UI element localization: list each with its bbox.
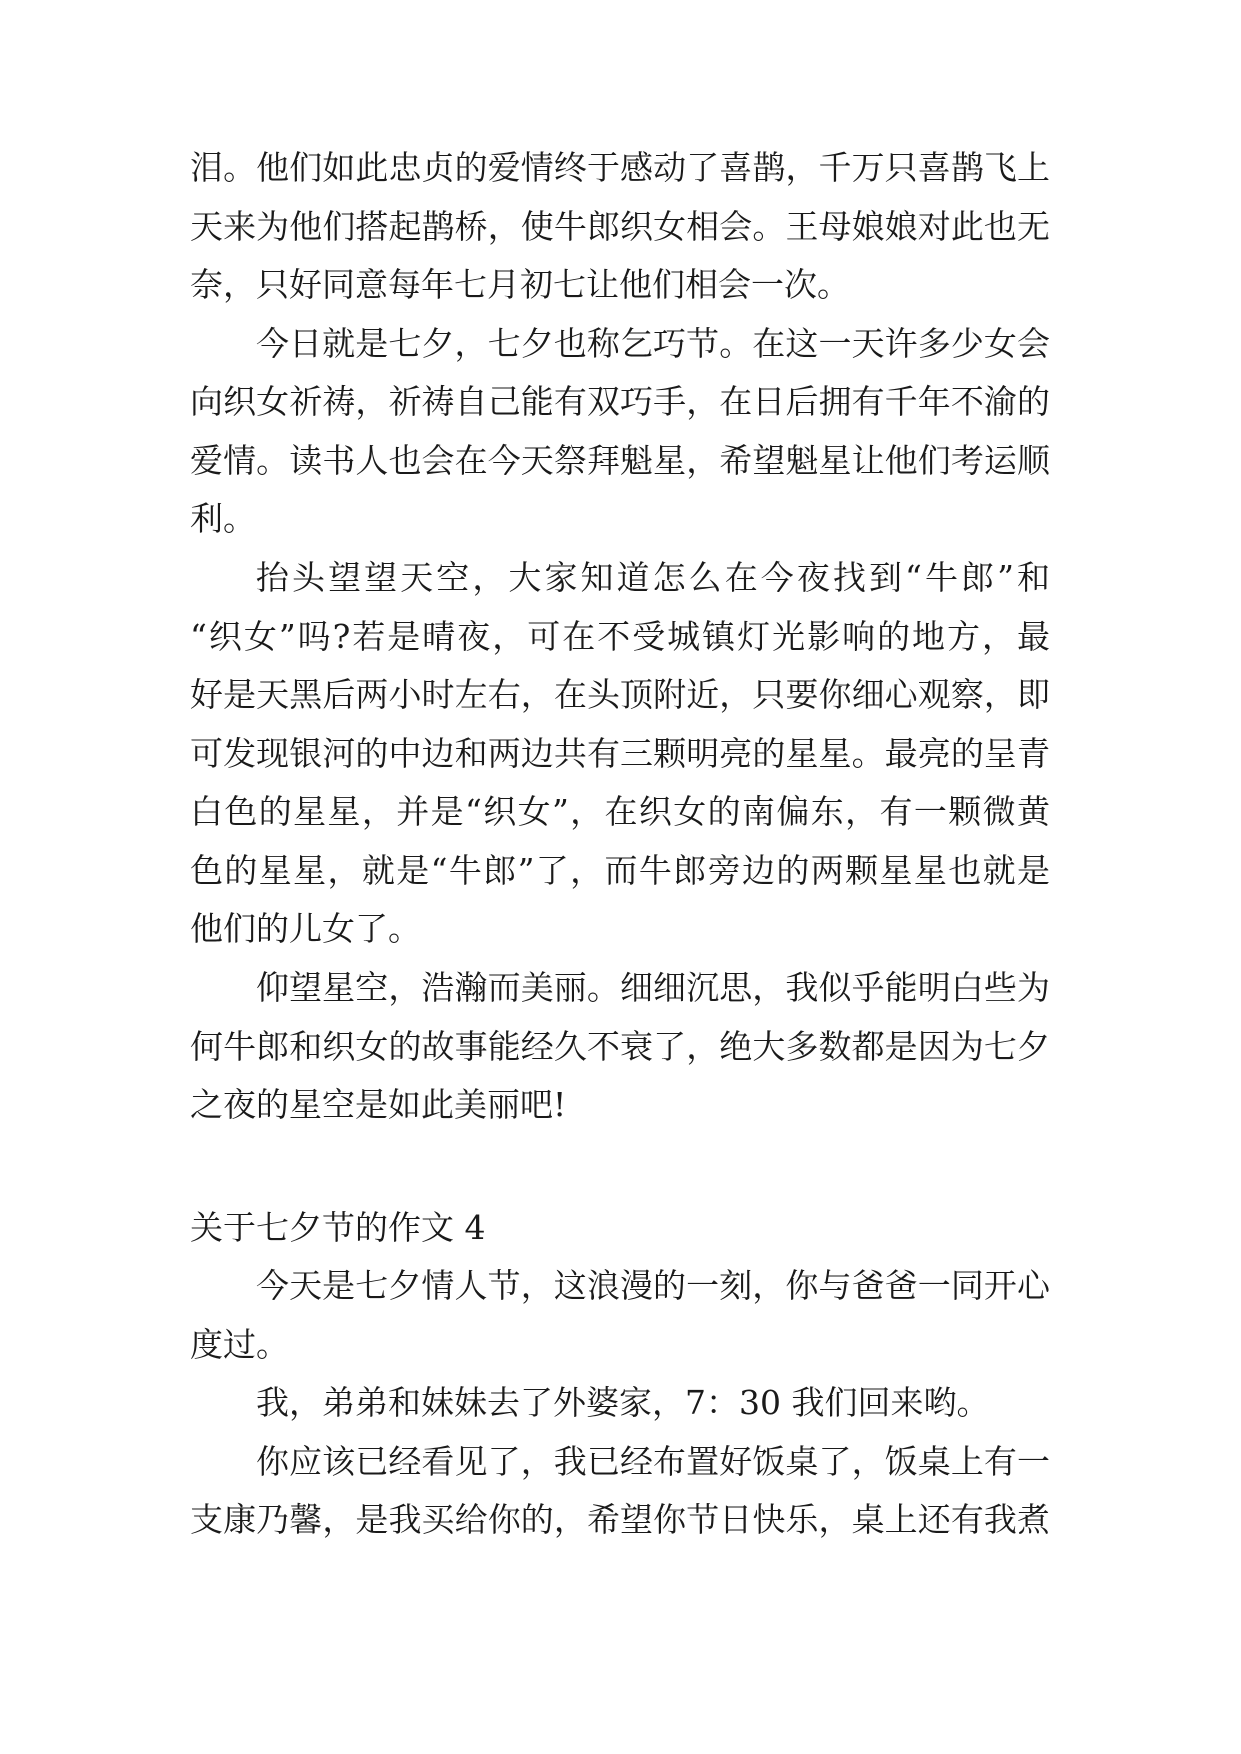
paragraph-line: 好是天黑后两小时左右，在头顶附近，只要你细心观察，即 xyxy=(190,675,1050,714)
section-title: 关于七夕节的作文 4 xyxy=(190,1208,486,1247)
paragraph-line: 之夜的星空是如此美丽吧! xyxy=(190,1085,567,1124)
paragraph-line: 何牛郎和织女的故事能经久不衰了，绝大多数都是因为七夕 xyxy=(190,1027,1050,1066)
paragraph-line: 支康乃馨，是我买给你的，希望你节日快乐，桌上还有我煮 xyxy=(190,1500,1050,1539)
paragraph-line: 白色的星星，并是“织女”，在织女的南偏东，有一颗微黄 xyxy=(190,792,1050,831)
paragraph-line: 度过。 xyxy=(190,1325,289,1364)
paragraph-line: 我，弟弟和妹妹去了外婆家，7：30 我们回来哟。 xyxy=(256,1383,990,1422)
paragraph-line: 利。 xyxy=(190,499,256,538)
paragraph-line: 向织女祈祷，祈祷自己能有双巧手，在日后拥有千年不渝的 xyxy=(190,382,1050,421)
paragraph-line: 可发现银河的中边和两边共有三颗明亮的星星。最亮的呈青 xyxy=(190,734,1050,773)
paragraph-line: 爱情。读书人也会在今天祭拜魁星，希望魁星让他们考运顺 xyxy=(190,441,1050,480)
paragraph-line: 泪。他们如此忠贞的爱情终于感动了喜鹊，千万只喜鹊飞上 xyxy=(190,148,1050,187)
paragraph-line: 今天是七夕情人节，这浪漫的一刻，你与爸爸一同开心 xyxy=(256,1266,1050,1305)
paragraph-line: 你应该已经看见了，我已经布置好饭桌了，饭桌上有一 xyxy=(256,1442,1050,1481)
paragraph-line: 天来为他们搭起鹊桥，使牛郎织女相会。王母娘娘对此也无 xyxy=(190,207,1050,246)
paragraph-line: 仰望星空，浩瀚而美丽。细细沉思，我似乎能明白些为 xyxy=(256,968,1050,1007)
paragraph-line: 抬头望望天空，大家知道怎么在今夜找到“牛郎”和 xyxy=(256,558,1050,597)
paragraph-line: 奈，只好同意每年七月初七让他们相会一次。 xyxy=(190,265,850,304)
paragraph-line: “织女”吗?若是晴夜，可在不受城镇灯光影响的地方，最 xyxy=(190,617,1050,656)
paragraph-line: 今日就是七夕，七夕也称乞巧节。在这一天许多少女会 xyxy=(256,324,1050,363)
paragraph-line: 他们的儿女了。 xyxy=(190,909,421,948)
paragraph-line: 色的星星，就是“牛郎”了，而牛郎旁边的两颗星星也就是 xyxy=(190,851,1050,890)
